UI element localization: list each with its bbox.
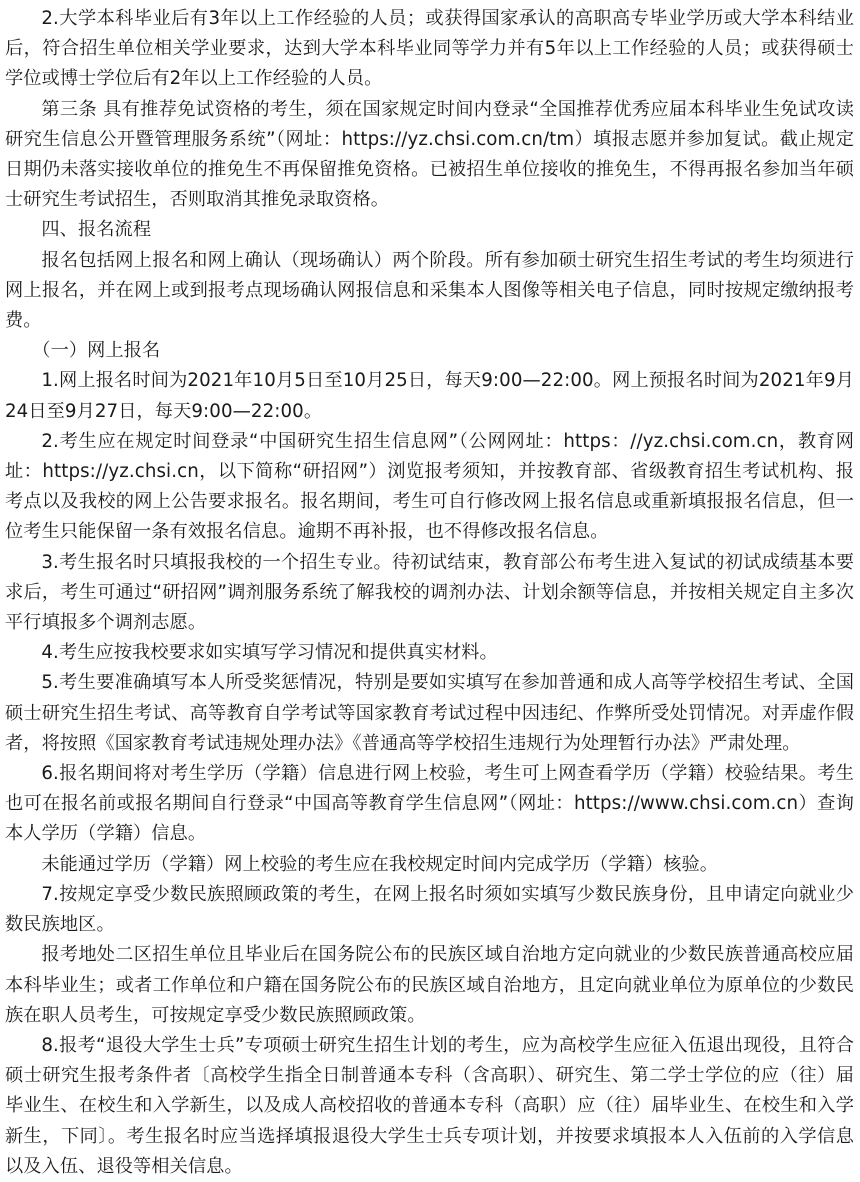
- paragraph-item-4-truthful-materials: 4.考生应按我校要求如实填写学习情况和提供真实材料。: [41, 642, 498, 664]
- paragraph-item-6-degree-verification: 6.报名期间将对考生学历（学籍）信息进行网上校验，考生可上网查看学历（学籍）校验结果。考生也可在报名前或报名期间自行登录“中国高等教育学生信息网”（网址：https://www.chsi.com.cn）查询本人学历（学籍）信息。: [5, 763, 854, 845]
- paragraph-item-1-registration-time: 1.网上报名时间为2021年10月5日至10月25日，每天9:00—22:00。网上预报名时间为2021年9月24日至9月27日，每天9:00—22:00。: [5, 370, 854, 422]
- paragraph-item-3-major-choice: 3.考生报名时只填报我校的一个招生专业。待初试结束，教育部公布考生进入复试的初试成绩基本要求后，考生可通过“研招网”调剂服务系统了解我校的调剂办法、计划余额等信息，并按相关规定自主多次平行填报多个调剂志愿。: [5, 551, 854, 634]
- paragraph-eligibility-item-2: 2.大学本科毕业后有3年以上工作经验的人员；或获得国家承认的高职高专毕业学历或大学本科结业后，符合招生单位相关学业要求，达到大学本科毕业同等学力并有5年以上工作经验的人员；或获得硕士学位或博士学位后有2年以上工作经验的人员。: [5, 8, 854, 90]
- paragraph-article-3: 第三条 具有推荐免试资格的考生，须在国家规定时间内登录“全国推荐优秀应届本科毕业生免试攻读研究生信息公开暨管理服务系统”（网址：https://yz.chsi.com.cn/tm）填报志愿并参加复试。截止规定日期仍未落实接收单位的推免生不再保留推免资格。已被招生单位接收的推免生，不得再报名参加当年硕士研究生考试招生，否则取消其推免录取资格。: [5, 98, 854, 211]
- document-body: [5, 4, 854, 1182]
- paragraph-item-8-veteran-plan: 8.报考“退役大学生士兵”专项硕士研究生招生计划的考生，应为高校学生应征入伍退出现役，且符合硕士研究生报考条件者〔高校学生指全日制普通本专科（含高职）、研究生、第二学士学位的应（往）届毕业生、在校生和入学新生，以及成人高校招收的普通本专科（高职）应（往）届毕业生、在校生和入学新生，下同〕。考生报名时应当选择填报退役大学生士兵专项计划，并按要求填报本人入伍前的入学信息以及入伍、退役等相关信息。: [5, 1034, 854, 1177]
- paragraph-item-2-login: 2.考生应在规定时间登录“中国研究生招生信息网”（公网网址：https：//yz.chsi.com.cn，教育网址：https://yz.chsi.cn，以下简称“研招网”）浏览报考须知，并按教育部、省级教育招生考试机构、报考点以及我校的网上公告要求报名。报名期间，考生可自行修改网上报名信息或重新填报报名信息，但一位考生只能保留一条有效报名信息。逾期不再补报，也不得修改报名信息。: [5, 430, 854, 543]
- paragraph-item-7-minority-policy: 7.按规定享受少数民族照顾政策的考生，在网上报名时须如实填写少数民族身份，且申请定向就业少数民族地区。: [5, 883, 854, 936]
- subsection-heading-online-registration: （一）网上报名: [32, 340, 161, 362]
- paragraph-verification-failure: 未能通过学历（学籍）网上校验的考生应在我校规定时间内完成学历（学籍）核验。: [41, 853, 719, 875]
- paragraph-item-5-rewards-penalties: 5.考生要准确填写本人所受奖惩情况，特别是要如实填写在参加普通和成人高等学校招生考试、全国硕士研究生招生考试、高等教育自学考试等国家教育考试过程中因违纪、作弊所受处罚情况。对弄虚作假者，将按照《国家教育考试违规处理办法》《普通高等学校招生违规行为处理暂行办法》严肃处理。: [5, 672, 854, 754]
- paragraph-minority-eligibility: 报考地处二区招生单位且毕业后在国务院公布的民族区域自治地方定向就业的少数民族普通高校应届本科毕业生；或者工作单位和户籍在国务院公布的民族区域自治地方，且定向就业单位为原单位的少数民族在职人员考生，可按规定享受少数民族照顾政策。: [5, 944, 854, 1026]
- paragraph-registration-overview: 报名包括网上报名和网上确认（现场确认）两个阶段。所有参加硕士研究生招生考试的考生均须进行网上报名，并在网上或到报考点现场确认网报信息和采集本人图像等相关电子信息，同时按规定缴纳报考费。: [5, 249, 854, 332]
- section-heading-registration-process: 四、报名流程: [41, 219, 152, 241]
